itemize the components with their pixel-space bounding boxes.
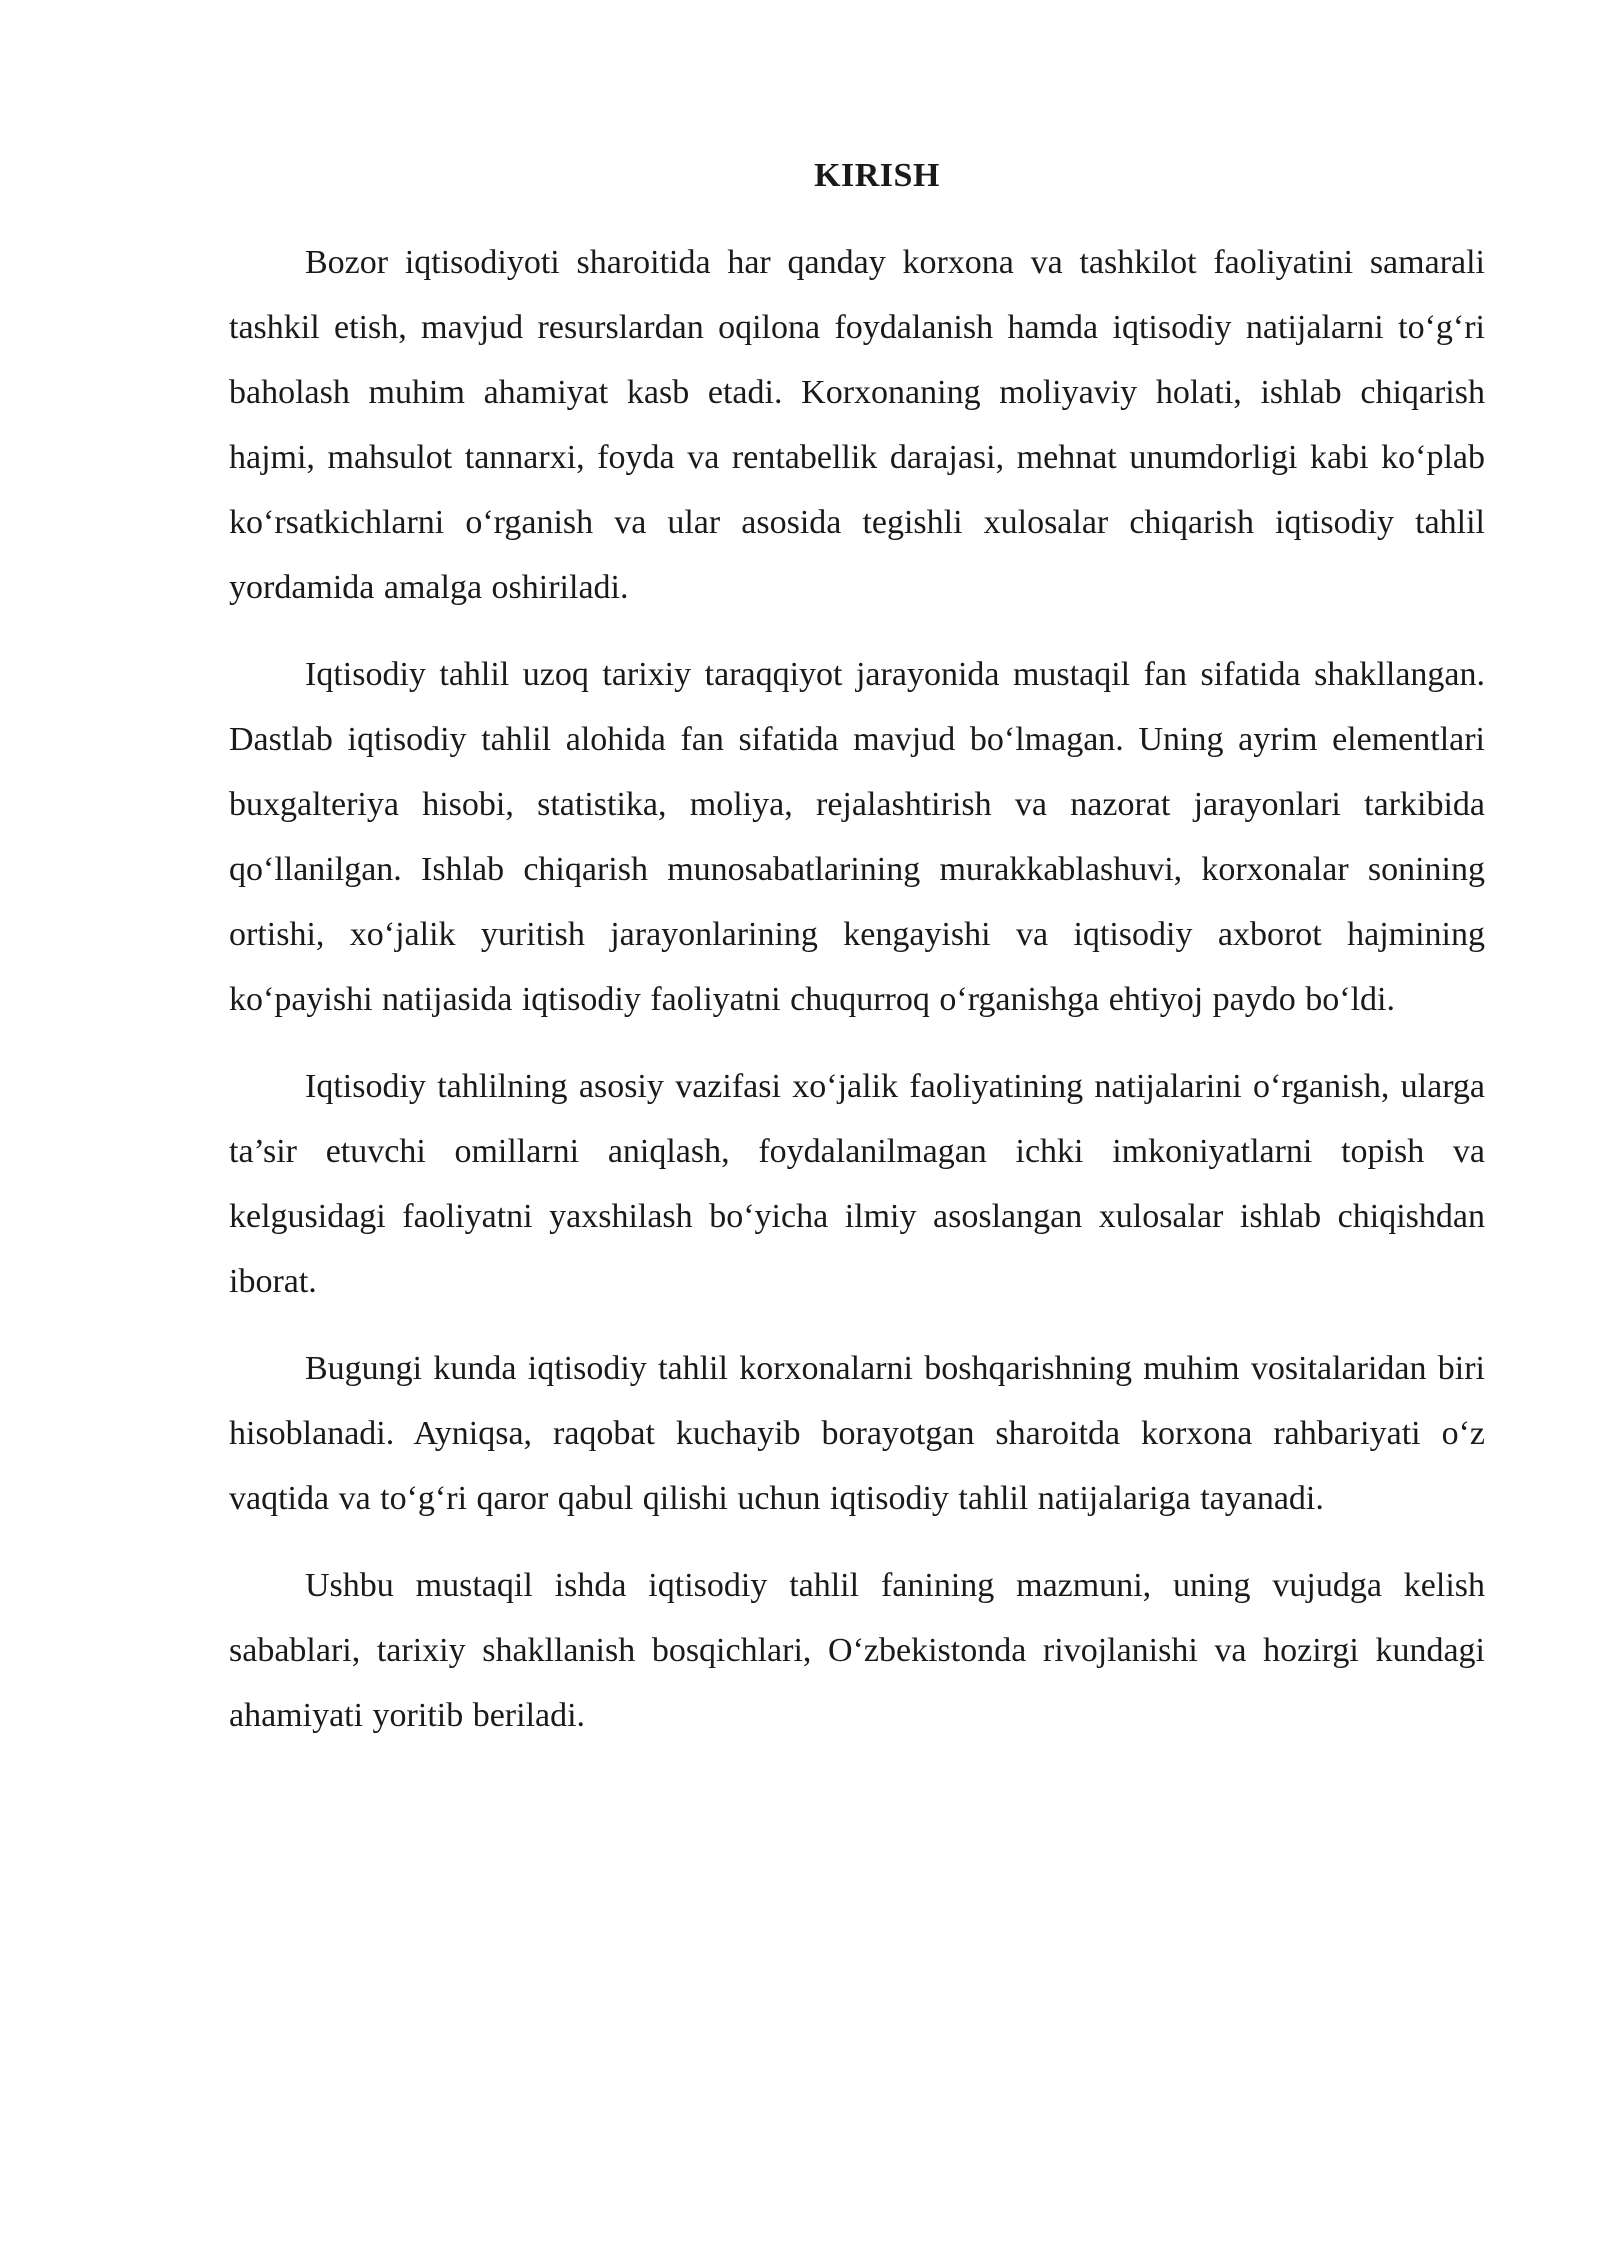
paragraph-1: Bozor iqtisodiyoti sharoitida har qanday korxona va tashkilot faoliyatini samarali tashkil etish, mavjud resurslardan oqilona foydalanish hamda iqtisodiy natijalarni to‘g‘ri baholash muhim ahamiyat kasb etadi. Korxonaning moliyaviy holati, ishlab chiqarish hajmi, mahsulot tannarxi, foyda va rentabellik darajasi, mehnat unumdorligi kabi ko‘plab ko‘rsatkichlarni o‘rganish va ular asosida tegishli xulosalar chiqarish iqtisodiy tahlil yordamida amalga oshiriladi. [229, 244, 1485, 606]
paragraph-3: Iqtisodiy tahlilning asosiy vazifasi xo‘jalik faoliyatining natijalarini o‘rganish, ularga ta’sir etuvchi omillarni aniqlash, foydalanilmagan ichki imkoniyatlarni topish va kelgusidagi faoliyatni yaxshilash bo‘yicha ilmiy asoslangan xulosalar ishlab chiqishdan iborat. [229, 1068, 1485, 1300]
paragraph-2: Iqtisodiy tahlil uzoq tarixiy taraqqiyot jarayonida mustaqil fan sifatida shakllangan. Dastlab iqtisodiy tahlil alohida fan sifatida mavjud bo‘lmagan. Uning ayrim elementlari buxgalteriya hisobi, statistika, moliya, rejalashtirish va nazorat jarayonlari tarkibida qo‘llanilgan. Ishlab chiqarish munosabatlarining murakkablashuvi, korxonalar sonining ortishi, xo‘jalik yuritish jarayonlarining kengayishi va iqtisodiy axborot hajmining ko‘payishi natijasida iqtisodiy faoliyatni chuqurroq o‘rganishga ehtiyoj paydo bo‘ldi. [229, 656, 1485, 1018]
paragraph-5: Ushbu mustaqil ishda iqtisodiy tahlil fanining mazmuni, uning vujudga kelish sabablari, tarixiy shakllanish bosqichlari, O‘zbekistonda rivojlanishi va hozirgi kundagi ahamiyati yoritib beriladi. [229, 1567, 1485, 1734]
page-content [229, 150, 1485, 1748]
paragraph-4: Bugungi kunda iqtisodiy tahlil korxonalarni boshqarishning muhim vositalaridan biri hisoblanadi. Ayniqsa, raqobat kuchayib borayotgan sharoitda korxona rahbariyati o‘z vaqtida va to‘g‘ri qaror qabul qilishi uchun iqtisodiy tahlil natijalariga tayanadi. [229, 1350, 1485, 1517]
section-title: KIRISH [814, 157, 940, 194]
